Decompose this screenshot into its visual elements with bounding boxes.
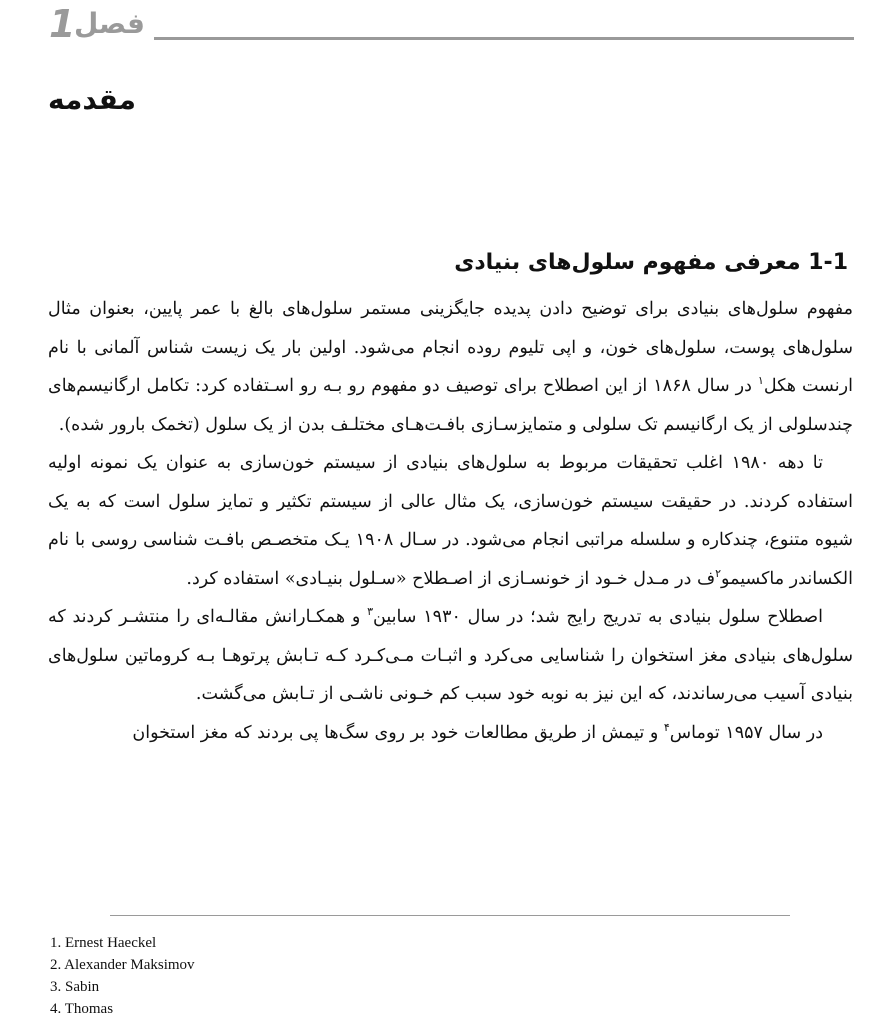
page-title: مقدمه bbox=[48, 83, 136, 116]
paragraph-4-text-b: و تیمش از طریق مطالعات خود بر روی سگ‌ها پی بردند که مغز استخوان bbox=[132, 722, 664, 743]
footnotes-list bbox=[50, 932, 195, 1020]
chapter-header bbox=[0, 0, 880, 60]
footnote-divider bbox=[110, 915, 790, 916]
footnote-ref-4: ۴ bbox=[663, 720, 670, 734]
footnote-ref-1: ۱ bbox=[757, 374, 764, 388]
footnote-ref-3: ۳ bbox=[367, 605, 373, 619]
footnote-2: 2. Alexander Maksimov bbox=[50, 957, 195, 973]
footnote-ref-2: ۲ bbox=[715, 566, 722, 580]
footnote-3: 3. Sabin bbox=[50, 979, 100, 995]
paragraph-1-text-a: مفهوم سلول‌های بنیادی برای توضیح دادن پدیده جایگزینی مستمر سلول‌های بالغ با عمر پایین، بعنوان مثال سلول‌های پوست، سلول‌های خون، و اپی تلیوم روده انجام می‌شود. اولین بار یک زیست شناس آلمانی با نام ارنست هکل bbox=[48, 299, 853, 396]
section-heading: 1-1 معرفی مفهوم سلول‌های بنیادی bbox=[454, 250, 848, 275]
paragraph-2 bbox=[48, 444, 853, 598]
paragraph-3 bbox=[48, 598, 853, 714]
footnote-1: 1. Ernest Haeckel bbox=[50, 935, 157, 951]
paragraph-4 bbox=[48, 714, 853, 753]
chapter-label: فصل bbox=[74, 7, 145, 40]
paragraph-2-text-b: ف در مـدل خـود از خونسـازی از اصـطلاح «سـلول بنیـادی» استفاده کرد. bbox=[186, 568, 716, 589]
chapter-number: 1 bbox=[49, 2, 76, 46]
paragraph-2-text-a: تا دهه ۱۹۸۰ اغلب تحقیقات مربوط به سلول‌های بنیادی از سیستم خون‌سازی به عنوان یک نمونه اولیه استفاده کردند. در حقیقت سیستم خون‌سازی، یک مثال عالی از سیستم تکثیر و تمایز سلول است که به یک شیوه متنوع، چندکاره و سلسله مراتبی انجام می‌شود. در سـال ۱۹۰۸ یـک متخصـص بافـت شناسی روسی با نام الکساندر ماکسیمو bbox=[48, 453, 853, 589]
footnote-4: 4. Thomas bbox=[50, 1001, 114, 1017]
paragraph-1 bbox=[48, 290, 853, 444]
paragraph-4-text-a: در سال ۱۹۵۷ توماس bbox=[669, 722, 823, 743]
paragraph-3-text-a: اصطلاح سلول بنیادی به تدریج رایج شد؛ در سال ۱۹۳۰ سابین bbox=[373, 607, 824, 627]
paragraph-3-text-b: و همکـارانش مقالـه‌ای را منتشـر کردند که سلول‌های بنیادی مغز استخوان را شناسایی می‌کرد و اثبـات مـی‌کـرد کـه تـابش پرتوهـا بـه کروماتین سلول‌های بنیادی آسیب می‌رساندند، که این نیز به نوبه خود سبب کم خـونی ناشـی از تـابش می‌گشت. bbox=[48, 607, 853, 704]
chapter-header-rule bbox=[154, 37, 854, 40]
body-text bbox=[48, 290, 853, 752]
paragraph-1-text-b: در سال ۱۸۶۸ از این اصطلاح برای توصیف دو مفهوم رو بـه رو اسـتفاده کرد: تکامل ارگانیسم‌های چندسلولی از یک ارگانیسم تک سلولی و متمایزسـازی بافـت‌هـای مختلـف بدن از یک سلول (تخمک بارور شده). bbox=[48, 376, 853, 435]
